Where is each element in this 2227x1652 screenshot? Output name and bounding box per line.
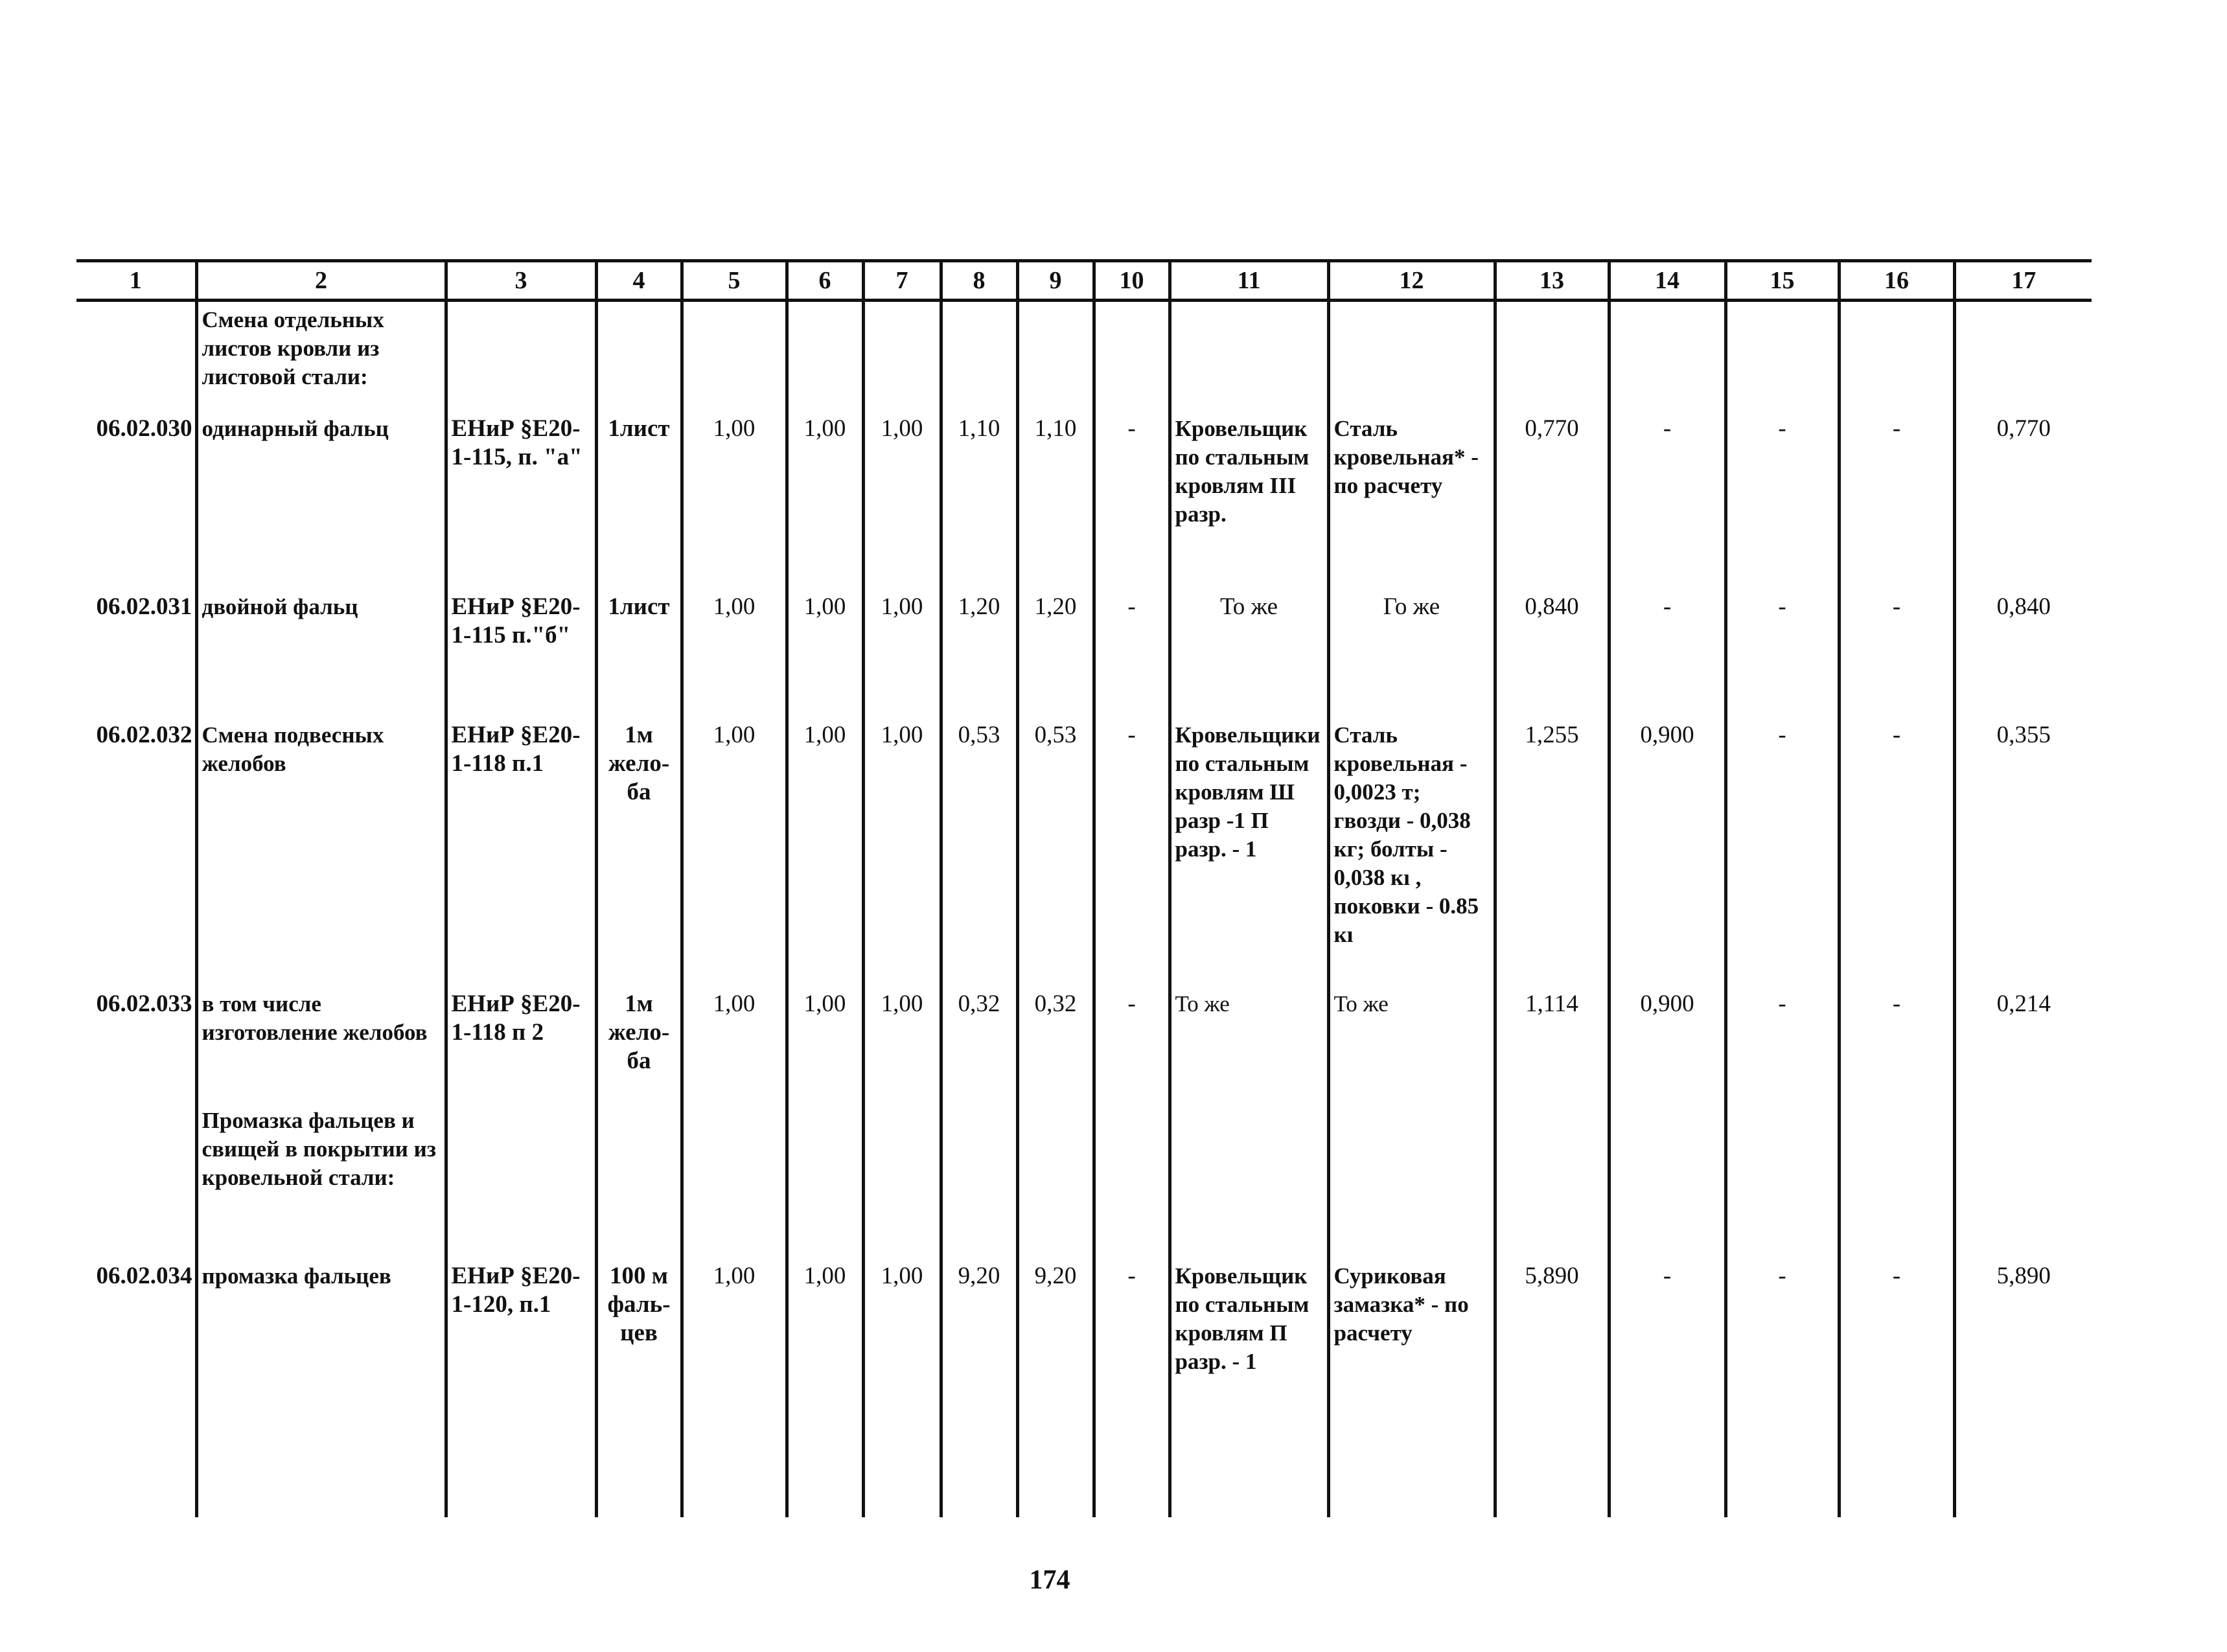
row-material: Сталь кровельная - 0,0023 т; гвозди - 0,038 кг; болты - 0,038 кı , поковки - 0.85 кı <box>1328 717 1495 986</box>
row-code: 06.02.032 <box>76 717 196 986</box>
column-header: 5 <box>682 261 787 301</box>
column-header: 9 <box>1017 261 1094 301</box>
section-title: Промазка фальцев и свищей в покрытии из кровельной стали: <box>196 1103 446 1258</box>
cell: - <box>1725 411 1839 589</box>
row-name: Смена подвесных желобов <box>196 717 446 986</box>
cell: 0,355 <box>1954 717 2092 986</box>
cell: - <box>1839 1258 1954 1517</box>
row-worker: Кровельщик по стальным кровлям П разр. - 1 <box>1170 1258 1328 1517</box>
cell: 0,840 <box>1495 589 1609 717</box>
column-header: 17 <box>1954 261 2092 301</box>
rates-table <box>76 259 2092 1517</box>
cell: 9,20 <box>941 1258 1017 1517</box>
row-worker: Кровельщик по стальным кровлям III разр. <box>1170 411 1328 589</box>
column-header: 14 <box>1609 261 1725 301</box>
cell: 1,00 <box>863 1258 941 1517</box>
column-header: 4 <box>596 261 682 301</box>
cell: 0,32 <box>1017 986 1094 1103</box>
cell: - <box>1839 986 1954 1103</box>
cell: - <box>1094 589 1170 717</box>
row-reference: ЕНиР §Е20-1-115, п. "а" <box>446 411 596 589</box>
column-header: 10 <box>1094 261 1170 301</box>
cell: - <box>1725 986 1839 1103</box>
column-header: 6 <box>787 261 863 301</box>
cell: 0,770 <box>1495 411 1609 589</box>
column-header: 2 <box>196 261 446 301</box>
row-code: 06.02.034 <box>76 1258 196 1517</box>
cell: 1,00 <box>787 717 863 986</box>
column-header: 15 <box>1725 261 1839 301</box>
cell: - <box>1094 986 1170 1103</box>
column-header: 13 <box>1495 261 1609 301</box>
cell: 1,00 <box>682 986 787 1103</box>
row-name: одинарный фальц <box>196 411 446 589</box>
table-row <box>76 986 2092 1103</box>
cell: 9,20 <box>1017 1258 1094 1517</box>
section-title-row <box>76 301 2092 411</box>
cell: 0,840 <box>1954 589 2092 717</box>
column-header: 11 <box>1170 261 1328 301</box>
cell: - <box>1609 1258 1725 1517</box>
cell: 1,10 <box>1017 411 1094 589</box>
row-code: 06.02.033 <box>76 986 196 1103</box>
cell: - <box>1725 1258 1839 1517</box>
cell: 1,00 <box>787 589 863 717</box>
cell: 1,00 <box>682 589 787 717</box>
section-title-row <box>76 1103 2092 1258</box>
cell: 1,00 <box>863 411 941 589</box>
column-header: 3 <box>446 261 596 301</box>
cell: 1,00 <box>682 717 787 986</box>
row-unit: 1лист <box>596 411 682 589</box>
cell: 1,20 <box>1017 589 1094 717</box>
row-reference: ЕНиР §Е20-1-118 п.1 <box>446 717 596 986</box>
cell: 1,20 <box>941 589 1017 717</box>
cell: 0,53 <box>941 717 1017 986</box>
cell: - <box>1094 411 1170 589</box>
cell: 1,00 <box>682 1258 787 1517</box>
cell: 0,900 <box>1609 717 1725 986</box>
cell: 1,10 <box>941 411 1017 589</box>
cell: 0,32 <box>941 986 1017 1103</box>
cell: 0,53 <box>1017 717 1094 986</box>
row-name: двойной фальц <box>196 589 446 717</box>
row-material: Сталь кровельная* - по расчету <box>1328 411 1495 589</box>
row-reference: ЕНиР §Е20-1-115 п."б" <box>446 589 596 717</box>
cell: 1,00 <box>682 411 787 589</box>
cell: - <box>1725 717 1839 986</box>
cell: - <box>1609 589 1725 717</box>
row-material: Суриковая замазка* - по расчету <box>1328 1258 1495 1517</box>
cell: - <box>1839 411 1954 589</box>
column-header: 7 <box>863 261 941 301</box>
header-row <box>76 261 2092 301</box>
cell: 0,214 <box>1954 986 2092 1103</box>
table-row <box>76 1258 2092 1517</box>
column-header: 8 <box>941 261 1017 301</box>
row-code: 06.02.031 <box>76 589 196 717</box>
row-unit: 1м жело-ба <box>596 986 682 1103</box>
section-title: Смена отдельных листов кровли из листовой стали: <box>196 301 446 411</box>
row-unit: 1м жело-ба <box>596 717 682 986</box>
cell: 5,890 <box>1954 1258 2092 1517</box>
row-code: 06.02.030 <box>76 411 196 589</box>
row-name: в том числе изготовление желобов <box>196 986 446 1103</box>
column-header: 16 <box>1839 261 1954 301</box>
cell: 5,890 <box>1495 1258 1609 1517</box>
cell: 1,00 <box>863 986 941 1103</box>
cell: 1,255 <box>1495 717 1609 986</box>
table-row <box>76 589 2092 717</box>
cell: 0,900 <box>1609 986 1725 1103</box>
row-reference: ЕНиР §Е20-1-118 п 2 <box>446 986 596 1103</box>
cell: - <box>1839 589 1954 717</box>
cell: - <box>1094 717 1170 986</box>
row-name: промазка фальцев <box>196 1258 446 1517</box>
column-header: 1 <box>76 261 196 301</box>
table-row <box>76 717 2092 986</box>
row-material: То же <box>1328 986 1495 1103</box>
cell: 1,00 <box>863 589 941 717</box>
cell: - <box>1609 411 1725 589</box>
row-unit: 100 м фаль-цев <box>596 1258 682 1517</box>
cell: 1,00 <box>787 411 863 589</box>
cell: - <box>1839 717 1954 986</box>
cell: 1,00 <box>787 1258 863 1517</box>
row-worker: Кровельщики по стальным кровлям Ш разр -1 П разр. - 1 <box>1170 717 1328 986</box>
column-header: 12 <box>1328 261 1495 301</box>
page-number: 174 <box>1029 1565 1070 1595</box>
row-unit: 1лист <box>596 589 682 717</box>
cell: - <box>1094 1258 1170 1517</box>
cell: 1,114 <box>1495 986 1609 1103</box>
cell: 1,00 <box>863 717 941 986</box>
table-row <box>76 411 2092 589</box>
cell: 0,770 <box>1954 411 2092 589</box>
row-worker: То же <box>1170 589 1328 717</box>
row-material: Го же <box>1328 589 1495 717</box>
row-reference: ЕНиР §Е20-1-120, п.1 <box>446 1258 596 1517</box>
cell: 1,00 <box>787 986 863 1103</box>
cell: - <box>1725 589 1839 717</box>
row-worker: То же <box>1170 986 1328 1103</box>
